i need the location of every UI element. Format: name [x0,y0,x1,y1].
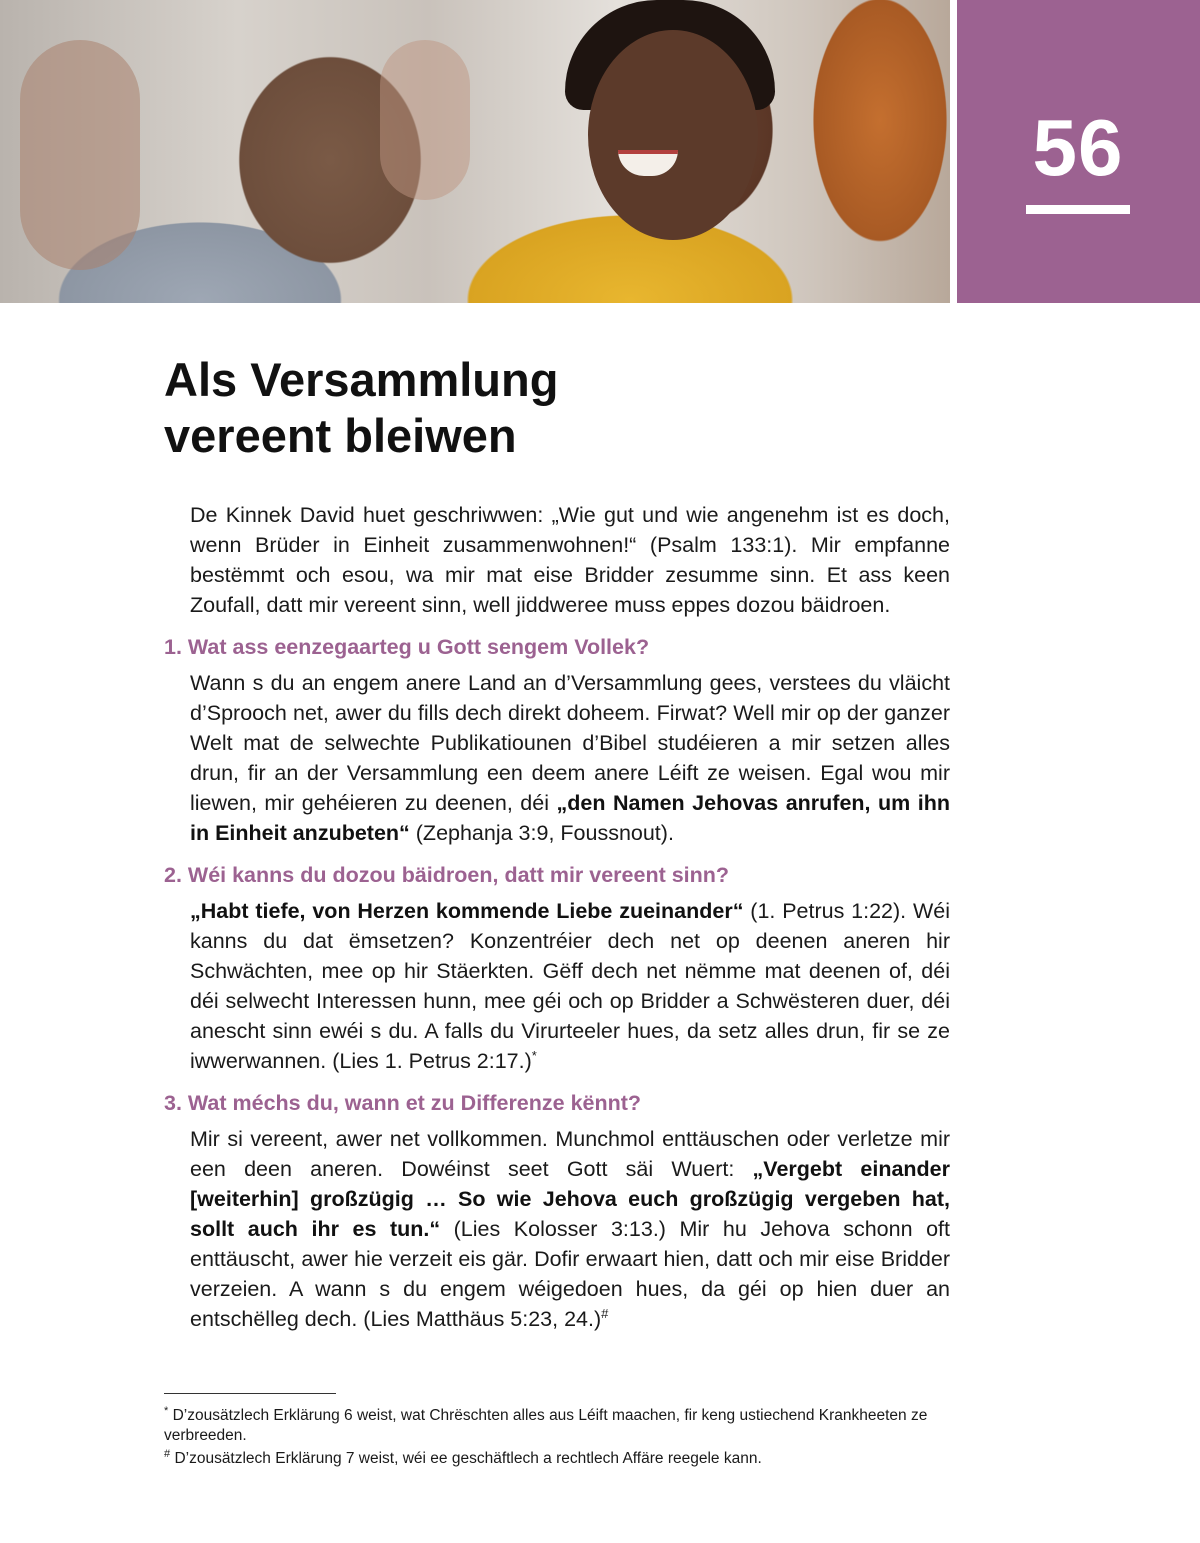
page-title [164,352,924,464]
footnote-text: D’zousätzlech Erklärung 6 weist, wat Chrëschten alles aus Léift maachen, fir keng ustiechend Krankheeten ze verbreeden. [164,1407,928,1444]
main-content [164,500,950,1334]
footnote-1 [164,1406,950,1446]
footnote-divider [164,1393,336,1394]
title-line-1: Als Versammlung [164,353,559,406]
scripture-quote: „Habt tiefe, von Herzen kommende Liebe zueinander“ [190,899,744,923]
footnote-2 [164,1449,950,1469]
section-text: (Zephanja 3:9, Foussnout). [409,821,674,845]
section-heading-3: 3. Wat méchs du, wann et zu Differenze kënnt? [164,1091,642,1115]
photo-smiling-woman [588,30,758,240]
section-paragraph-3 [190,1124,950,1334]
footnote-reference[interactable]: # [601,1305,609,1321]
header-photo [0,0,950,303]
section-paragraph-2 [190,896,950,1076]
intro-paragraph: De Kinnek David huet geschriwwen: „Wie gut und wie angenehm ist es doch, wenn Brüder in Einheit zusammenwohnen!“ (Psalm 133:1). Mir empfanne bestëmmt och esou, wa mir mat eise Bridder zesumme sinn. Et ass keen Zoufall, datt mir vereent sinn, well jiddweree muss eppes dozou bäidroen. [190,503,950,617]
footnote-mark: # [164,1447,171,1460]
scripture-quote: „den Namen Jehovas anrufen, um ihn in Einheit anzubeten“ [190,791,950,845]
footnotes [164,1406,950,1472]
title-line-2: vereent bleiwen [164,409,517,462]
section-heading-1: 1. Wat ass eenzegaarteg u Gott sengem Vollek? [164,635,650,659]
section-text: (1. Petrus 1:22). Wéi kanns du dat ëmsetzen? Konzentréier dech net op deenen aneren hir Schwächten, mee op hir Stäerkten. Gëff dech net nëmme mat deenen of, déi déi selwecht Interessen hunn, mee géi och op Bridder a Schwësteren duer, déi anescht sinn ewéi s du. A falls du Virurteeler hues, da setz alles drun, fir se ze iwwerwannen. (Lies 1. Petrus 2:17.) [190,899,950,1073]
section-text: Wann s du an engem anere Land an d’Versammlung gees, verstees du vläicht d’Sprooch net, awer du fills dech direkt doheem. Firwat? Well mir op der ganzer Welt mat de selwechte Publikatiounen d’Bibel studéieren a mir setzen alles drun, fir an der Versammlung een deem anere Léift ze weisen. Egal wou mir liewen, mir gehéieren zu deenen, déi [190,671,950,815]
section-paragraph-1 [190,668,950,848]
footnote-mark: * [164,1404,169,1417]
footnote-text: D’zousätzlech Erklärung 7 weist, wéi ee geschäftlech a rechtlech Affäre reegele kann. [174,1450,762,1467]
photo-background-person [380,40,470,200]
footnote-reference[interactable]: * [531,1047,537,1063]
photo-background-person [20,40,140,270]
section-text: Mir si vereent, awer net vollkommen. Munchmol enttäuschen oder verletze mir een deen aneren. Dowéinst seet Gott säi Wuert: [190,1127,950,1181]
section-heading-2: 2. Wéi kanns du dozou bäidroen, datt mir vereent sinn? [164,863,730,887]
scripture-quote: „Vergebt einander [weiterhin] großzügig … So wie Jehova euch großzügig vergeben hat, sollt auch ihr es tun.“ [190,1157,950,1241]
chapter-number: 56 [1032,103,1124,192]
section-text: (Lies Kolosser 3:13.) Mir hu Jehova schonn oft enttäuscht, awer hie verzeit eis gär. Dofir erwaart hien, datt och mir eise Bridder verzeien. A wann s du engem wéigedoen hues, da géi op hien duer an entschëlleg dech. (Lies Matthäus 5:23, 24.) [190,1217,950,1331]
chapter-underline [1026,205,1130,214]
